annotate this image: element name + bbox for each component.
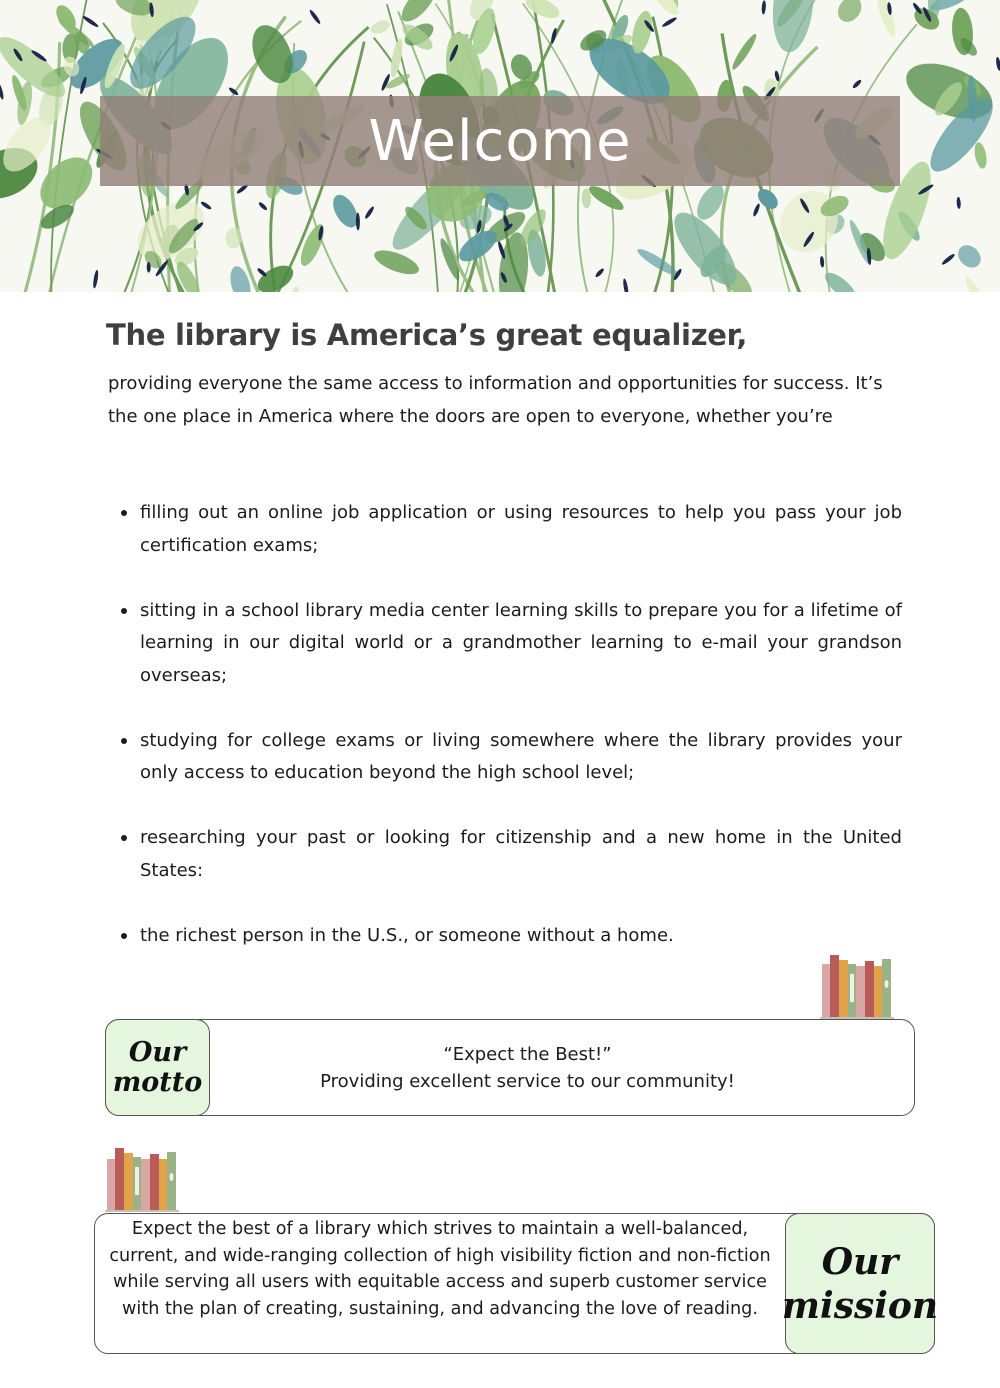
mission-text: Expect the best of a library which strives to maintain a well-balanced, current, and wide-ranging collection of high visibility fiction and non-fiction while serving all users with equitable access and superb customer service with the plan of creating, sustaining, and advancing the love of reading. — [109, 1219, 771, 1319]
books-icon — [105, 1147, 187, 1213]
bud-decoration — [308, 9, 321, 25]
bud-decoration — [92, 270, 99, 289]
bud-decoration — [752, 203, 761, 217]
bud-decoration — [594, 267, 605, 278]
list-item: the richest person in the U.S., or someone without a home. — [140, 920, 902, 953]
motto-description: Providing excellent service to our community! — [320, 1071, 735, 1092]
mission-tag — [781, 1213, 939, 1354]
leaf-decoration — [954, 241, 986, 272]
bud-decoration — [956, 197, 961, 209]
bud-decoration — [356, 213, 360, 231]
bud-decoration — [256, 267, 267, 278]
motto-quote: “Expect the Best!” — [443, 1044, 612, 1065]
page-title: Welcome — [368, 108, 632, 174]
bullet-list — [140, 497, 902, 985]
leaf-decoration — [288, 286, 300, 292]
bud-decoration — [820, 256, 825, 268]
list-item: studying for college exams or living somewhere where the library provides your only access to education beyond the high school level; — [140, 725, 902, 790]
bud-decoration — [0, 83, 5, 100]
motto-tag-line2: motto — [112, 1066, 203, 1098]
leaf-decoration — [369, 18, 392, 36]
welcome-box — [100, 96, 900, 186]
leaf-decoration — [769, 0, 818, 54]
bud-decoration — [364, 206, 375, 220]
bud-decoration — [622, 278, 629, 292]
leaf-decoration — [371, 245, 422, 279]
list-item: filling out an online job application or using resources to help you pass your job certification exams; — [140, 497, 902, 562]
motto-tag-line1: Our — [128, 1036, 187, 1068]
header-banner — [0, 0, 1000, 292]
headline: The library is America’s great equalizer, — [106, 318, 748, 352]
leaf-decoration — [873, 0, 899, 38]
leaf-decoration — [963, 275, 992, 292]
books-icon — [820, 954, 902, 1020]
mission-tag-line2: mission — [781, 1284, 939, 1327]
leaf-decoration — [973, 141, 989, 169]
motto-tag — [105, 1019, 210, 1116]
bud-decoration — [258, 201, 268, 211]
motto-text — [215, 1041, 840, 1095]
leaf-decoration — [729, 32, 759, 72]
bud-decoration — [852, 79, 863, 90]
intro-paragraph: providing everyone the same access to information and opportunities for success. It’s the one place in America where the doors are open to everyone, whether you’re — [108, 373, 883, 427]
bud-decoration — [661, 16, 677, 28]
leaf-decoration — [768, 180, 849, 264]
bud-decoration — [200, 200, 212, 210]
list-item: researching your past or looking for citizenship and a new home in the United States: — [140, 822, 902, 887]
bud-decoration — [761, 0, 766, 14]
list-item: sitting in a school library media center learning skills to prepare you for a lifetime of learning in our digital world or a grandmother learning to e-mail your grandson overseas; — [140, 595, 902, 693]
mission-tag-line1: Our — [821, 1240, 899, 1283]
bud-decoration — [82, 15, 99, 29]
bud-decoration — [941, 253, 956, 266]
bud-decoration — [995, 57, 1000, 71]
leaf-decoration — [833, 0, 866, 26]
